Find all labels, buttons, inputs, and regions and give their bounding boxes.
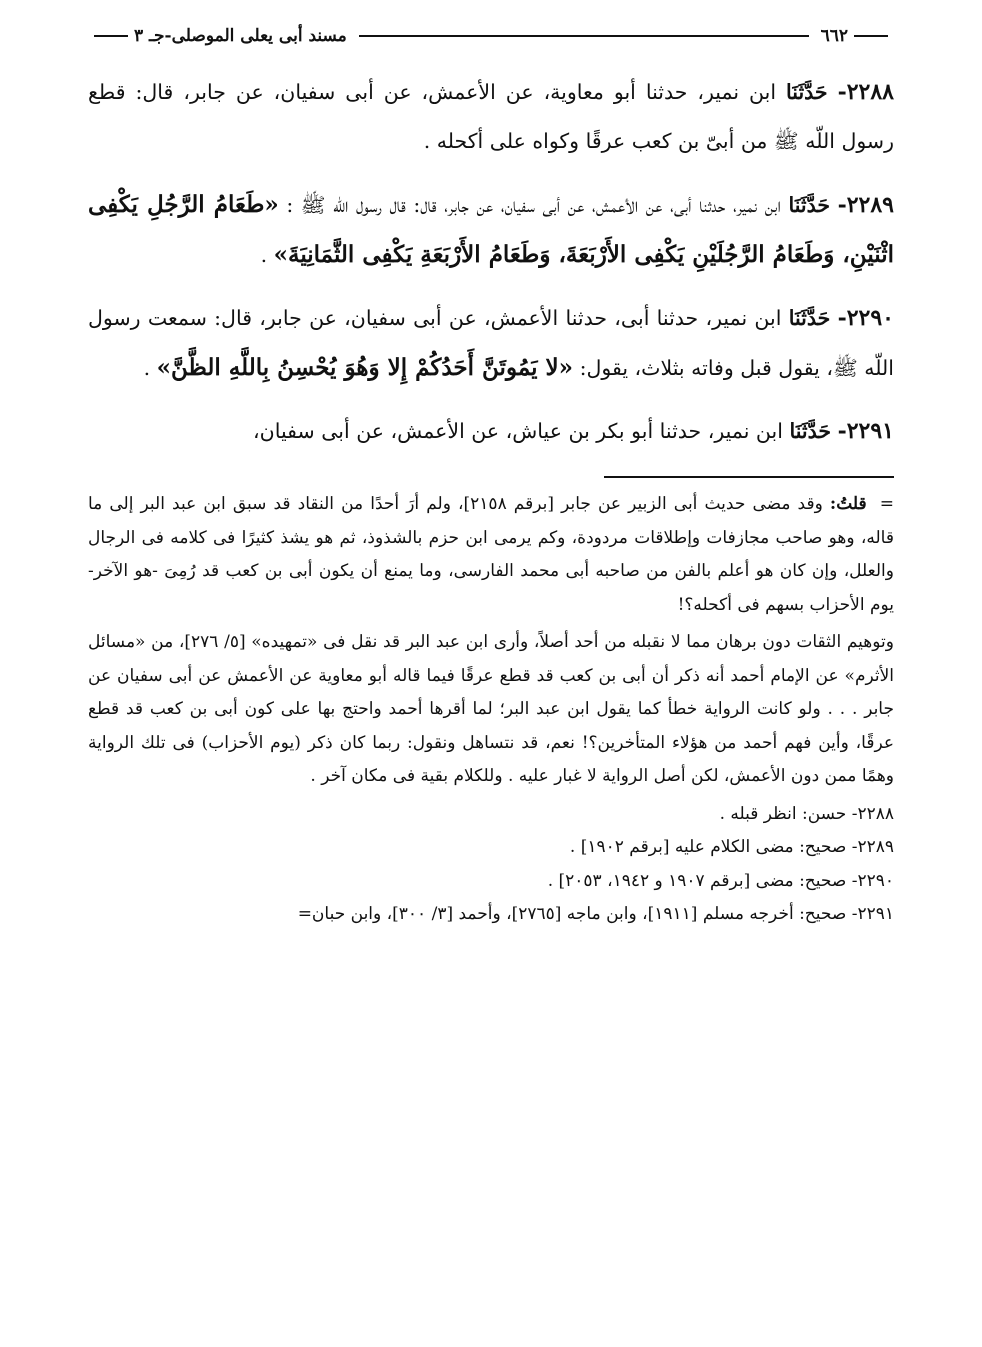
hadith-2288 (88, 68, 894, 166)
page-number: ٦٦٢ (820, 26, 848, 46)
hadith-2290 (88, 294, 894, 393)
footnote-paragraph (88, 488, 894, 622)
footnote-lead: قلتُ: (829, 494, 867, 514)
footnote-text: وتوهيم الثقات دون برهان مما لا نقبله من أحد أصلاً، وأرى ابن عبد البر قد نقل فى «تمهيده» [٥/ ٢٧٦]، من «مسائل الأثرم» عن الإمام أحمد أنه ذكر أن أبى بن كعب قد قطع عرقًا فيما قاله أبو معاوية عن الأعمش عن أبى سفيان عن جابر . . . ولو كانت الرواية خطأ كما يقول ابن عبد البر؛ لما أقرها أحمد واحتج بها على كون أبى بن كعب قد قطع عرقًا، وأين فهم أحمد من هؤلاء المتأخرين؟! نعم، قد نتساهل ونقول: ربما كان ذكر (يوم الأحزاب) فى تلك الرواية وهمًا ممن دون الأعمش، لكن أصل الرواية لا غبار عليه . وللكلام بقية فى مكان آخر . (88, 632, 894, 786)
hadith-number: ٢٢٨٨ (846, 79, 894, 105)
hadith-narration-word: حَدَّثَنَا (786, 80, 828, 104)
footnote-ref-2289: ٢٢٨٩- صحيح: مضى الكلام عليه [برقم ١٩٠٢] . (569, 837, 894, 857)
footnote-ref-2290: ٢٢٩٠- صحيح: مضى [برقم ١٩٠٧ و ١٩٤٢، ٢٠٥٣] . (547, 870, 894, 891)
hadith-end: . (260, 243, 274, 267)
book-title: مسند أبى يعلى الموصلى-جـ ٣ (134, 26, 347, 46)
book-page (88, 18, 894, 932)
hadith-text: ابن نمير، حدثنا أبو معاوية، عن الأعمش، عن أبى سفيان، عن جابر، قال: قطع رسول اللّه ﷺ من أبىّ بن كعب عرقًا وكواه على أكحله . (88, 80, 894, 153)
hadith-dash: - (837, 192, 847, 218)
hadith-dash: - (837, 79, 847, 105)
footnotes (88, 488, 894, 932)
hadith-end: . (143, 356, 157, 380)
hadith-text: ابن نمير، حدثنا أبى، عن الأعمش، عن أبى سفيان، عن جابر، قال: قال رسول اللّه ﷺ : (286, 193, 781, 217)
hadith-narration-word: حَدَّثَنَا (788, 193, 831, 217)
hadith-dash: - (837, 305, 847, 331)
footnote-ref-2291: ٢٢٩١- صحيح: أخرجه مسلم [١٩١١]، وابن ماجه [٢٧٦٥]، وأحمد [٣/ ٣٠٠]، وابن حبان= (297, 904, 894, 924)
hadith-2289 (88, 180, 894, 280)
hadith-matn: «طَعَامُ الرَّجُلِ يَكْفِى اثْنَيْنِ، وَطَعَامُ الرَّجُلَيْنِ يَكْفِى الأَرْبَعَةَ، وَطَعَامُ الأَرْبَعَةِ يَكْفِى الثَّمَانِيَةَ» (88, 191, 894, 268)
footnote-paragraph (88, 626, 894, 794)
header-dash-right (854, 35, 888, 37)
hadith-number: ٢٢٩٠ (846, 305, 894, 331)
hadith-dash: - (837, 418, 847, 444)
page-header (88, 18, 894, 54)
hadith-number: ٢٢٩١ (846, 418, 894, 444)
hadith-text: ابن نمير، حدثنا أبو بكر بن عياش، عن الأعمش، عن أبى سفيان، (253, 419, 783, 443)
hadith-number: ٢٢٨٩ (846, 192, 894, 218)
footnote-text: وقد مضى حديث أبى الزبير عن جابر [برقم ٢١٥٨]، ولم أرَ أحدًا من النقاد قد سبق ابن عبد البر إلى ما قاله، وهو صاحب مجازفات وإطلاقات مردودة، وكم يرمى ابن حزم بالشذوذ، ثم هو يشذ كثيرًا فى كلامه فى الرجال والعلل، وإن كان هو أعلم بالفن من صاحبه أبى محمد الفارسى، وما يمنع أن يكون أبى بن كعب قد رُمِىَ -هو الآخر- يوم الأحزاب بسهم فى أكحله؟! (88, 494, 894, 615)
hadith-narration-word: حَدَّثَنَا (788, 306, 831, 330)
header-rule (359, 35, 809, 37)
footnote-divider (604, 476, 894, 478)
footnote-ref-2288: ٢٢٨٨- حسن: انظر قبله . (719, 803, 894, 824)
hadith-narration-word: حَدَّثَنَا (789, 419, 832, 443)
hadith-2291 (88, 407, 894, 456)
hadith-matn: «لا يَمُوتَنَّ أَحَدُكُمْ إِلا وَهُوَ يُحْسِنُ بِاللَّهِ الظَّنَّ» (156, 354, 574, 381)
continuation-mark: = (879, 494, 895, 514)
header-dash-left (94, 35, 128, 37)
hadith-text: ابن نمير، حدثنا أبى، حدثنا الأعمش، عن أبى سفيان، عن جابر، قال: سمعت رسول اللّه ﷺ، يقول قبل وفاته بثلاث، يقول: (88, 306, 894, 380)
